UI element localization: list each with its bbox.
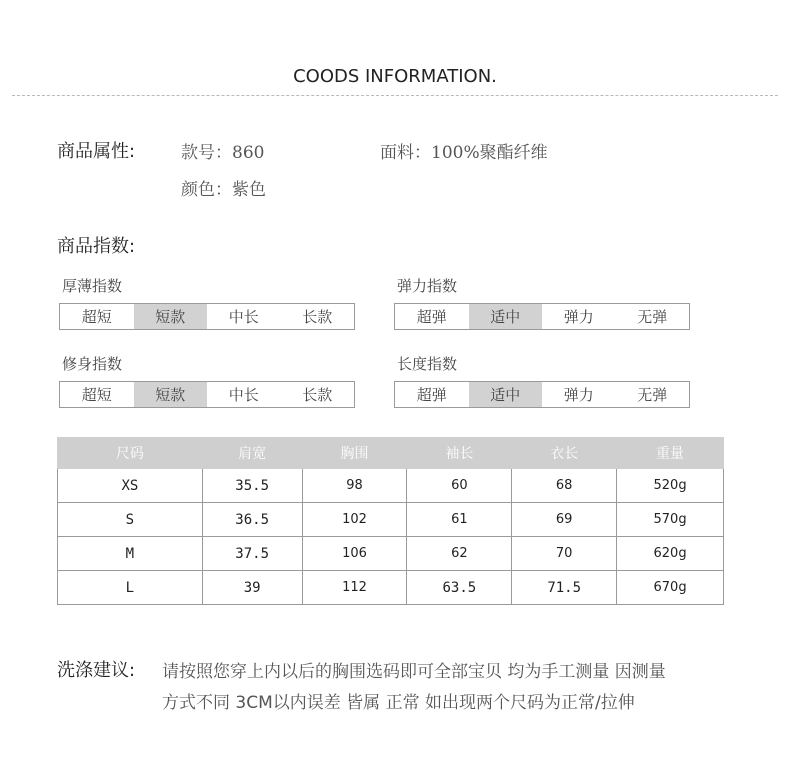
index-title-thickness: 厚薄指数 — [62, 277, 123, 295]
scale-option: 超短 — [81, 386, 112, 404]
table-row — [58, 503, 724, 537]
scale-option-selected: 适中 — [469, 304, 543, 329]
wash-text-line-1: 请按照您穿上内以后的胸围选码即可全部宝贝 均为手工测量 因测量 — [162, 662, 666, 682]
table-row — [58, 469, 724, 503]
table-cell: 620g — [617, 537, 724, 571]
table-cell: 61 — [407, 503, 512, 537]
scale-option: 超短 — [81, 308, 112, 326]
scale-option-selected: 适中 — [469, 382, 543, 407]
column-header: 衣长 — [512, 438, 617, 469]
table-cell: 112 — [302, 571, 407, 605]
scale-fit — [59, 381, 355, 408]
scale-length — [394, 381, 690, 408]
column-header: 肩宽 — [202, 438, 302, 469]
column-header: 袖长 — [407, 438, 512, 469]
scale-option: 超弹 — [416, 308, 447, 326]
scale-option-selected: 短款 — [134, 304, 208, 329]
scale-thickness — [59, 303, 355, 330]
table-cell: 570g — [617, 503, 724, 537]
table-cell: 520g — [617, 469, 724, 503]
table-cell: 98 — [302, 469, 407, 503]
attributes-label: 商品属性: — [57, 141, 136, 162]
column-header: 胸围 — [302, 438, 407, 469]
table-cell: 670g — [617, 571, 724, 605]
scale-option-selected: 短款 — [134, 382, 208, 407]
scale-option: 长款 — [302, 386, 333, 404]
style-number: 款号：860 — [181, 143, 265, 163]
index-title-fit: 修身指数 — [62, 355, 123, 373]
table-cell: L — [58, 571, 203, 605]
wash-label: 洗涤建议: — [57, 660, 136, 681]
wash-text-line-2: 方式不同 3CM以内误差 皆属 正常 如出现两个尺码为正常/拉伸 — [162, 693, 635, 713]
scale-option: 弹力 — [563, 386, 594, 404]
table-cell: 70 — [512, 537, 617, 571]
index-title-length: 长度指数 — [397, 355, 458, 373]
dashed-divider — [12, 95, 778, 96]
table-header-row — [58, 438, 724, 469]
table-cell: 37.5 — [202, 537, 302, 571]
column-header: 尺码 — [58, 438, 203, 469]
scale-option: 中长 — [228, 386, 259, 404]
table-cell: 36.5 — [202, 503, 302, 537]
scale-elasticity — [394, 303, 690, 330]
table-cell: S — [58, 503, 203, 537]
column-header: 重量 — [617, 438, 724, 469]
page-title: COODS INFORMATION. — [293, 66, 497, 87]
table-cell: 35.5 — [202, 469, 302, 503]
scale-option: 长款 — [302, 308, 333, 326]
table-cell: 71.5 — [512, 571, 617, 605]
table-cell: 63.5 — [407, 571, 512, 605]
table-row — [58, 537, 724, 571]
table-cell: 60 — [407, 469, 512, 503]
table-row — [58, 571, 724, 605]
table-cell: M — [58, 537, 203, 571]
table-cell: 68 — [512, 469, 617, 503]
table-cell: 39 — [202, 571, 302, 605]
size-table — [57, 437, 724, 605]
table-cell: 69 — [512, 503, 617, 537]
table-cell: 62 — [407, 537, 512, 571]
scale-option: 超弹 — [416, 386, 447, 404]
table-cell: 102 — [302, 503, 407, 537]
scale-option: 无弹 — [637, 386, 668, 404]
fabric: 面料：100%聚酯纤维 — [380, 143, 548, 163]
scale-option: 无弹 — [637, 308, 668, 326]
table-cell: 106 — [302, 537, 407, 571]
index-label: 商品指数: — [57, 236, 136, 257]
scale-option: 弹力 — [563, 308, 594, 326]
table-cell: XS — [58, 469, 203, 503]
index-title-elasticity: 弹力指数 — [397, 277, 458, 295]
color: 颜色：紫色 — [181, 180, 266, 200]
scale-option: 中长 — [228, 308, 259, 326]
